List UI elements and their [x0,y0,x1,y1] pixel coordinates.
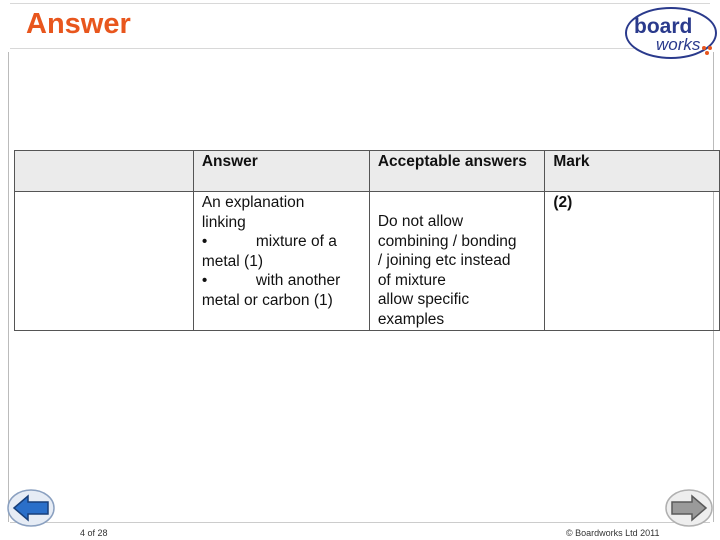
answer-line: metal or carbon (1) [201,291,333,309]
acceptable-cell [369,192,545,331]
acceptable-line: examples [377,310,445,328]
header-cell-mark: Mark [545,151,720,192]
bullet-text: mixture of a [255,233,337,250]
answer-bullet [202,271,361,291]
answer-table [14,150,720,331]
header-cell-answer: Answer [193,151,369,192]
answer-line: linking [201,213,246,231]
bullet-text: with another [255,272,341,289]
slide-title: Answer [26,8,131,40]
bullet-icon: • [201,233,208,250]
page-counter: 4 of 28 [80,528,108,538]
acceptable-line: combining / bonding [377,232,517,250]
slide-header [0,0,720,62]
acceptable-line: / joining etc instead [377,252,511,269]
table-header-row [15,151,720,192]
row-cell-blank [15,192,194,331]
acceptable-line: Do not allow [377,213,464,230]
mark-cell [545,192,720,331]
answer-line: metal (1) [201,252,263,270]
answer-cell [193,192,369,331]
acceptable-line: of mixture [377,271,446,289]
header-cell-acceptable: Acceptable answers [369,151,545,192]
table-row [15,192,720,331]
footer-divider [10,522,710,523]
boardworks-logo [624,6,718,60]
answer-line: An explanation [201,194,305,211]
bullet-icon: • [201,272,208,289]
answer-bullet [202,232,361,252]
copyright-text: © Boardworks Ltd 2011 [566,528,660,538]
next-slide-button[interactable] [664,488,714,528]
logo-word1: board [634,15,693,38]
logo-word2: works [656,35,701,54]
acceptable-line: allow specific [377,291,470,308]
mark-value: (2) [553,194,573,211]
previous-slide-button[interactable] [6,488,56,528]
header-cell-blank [15,151,194,192]
